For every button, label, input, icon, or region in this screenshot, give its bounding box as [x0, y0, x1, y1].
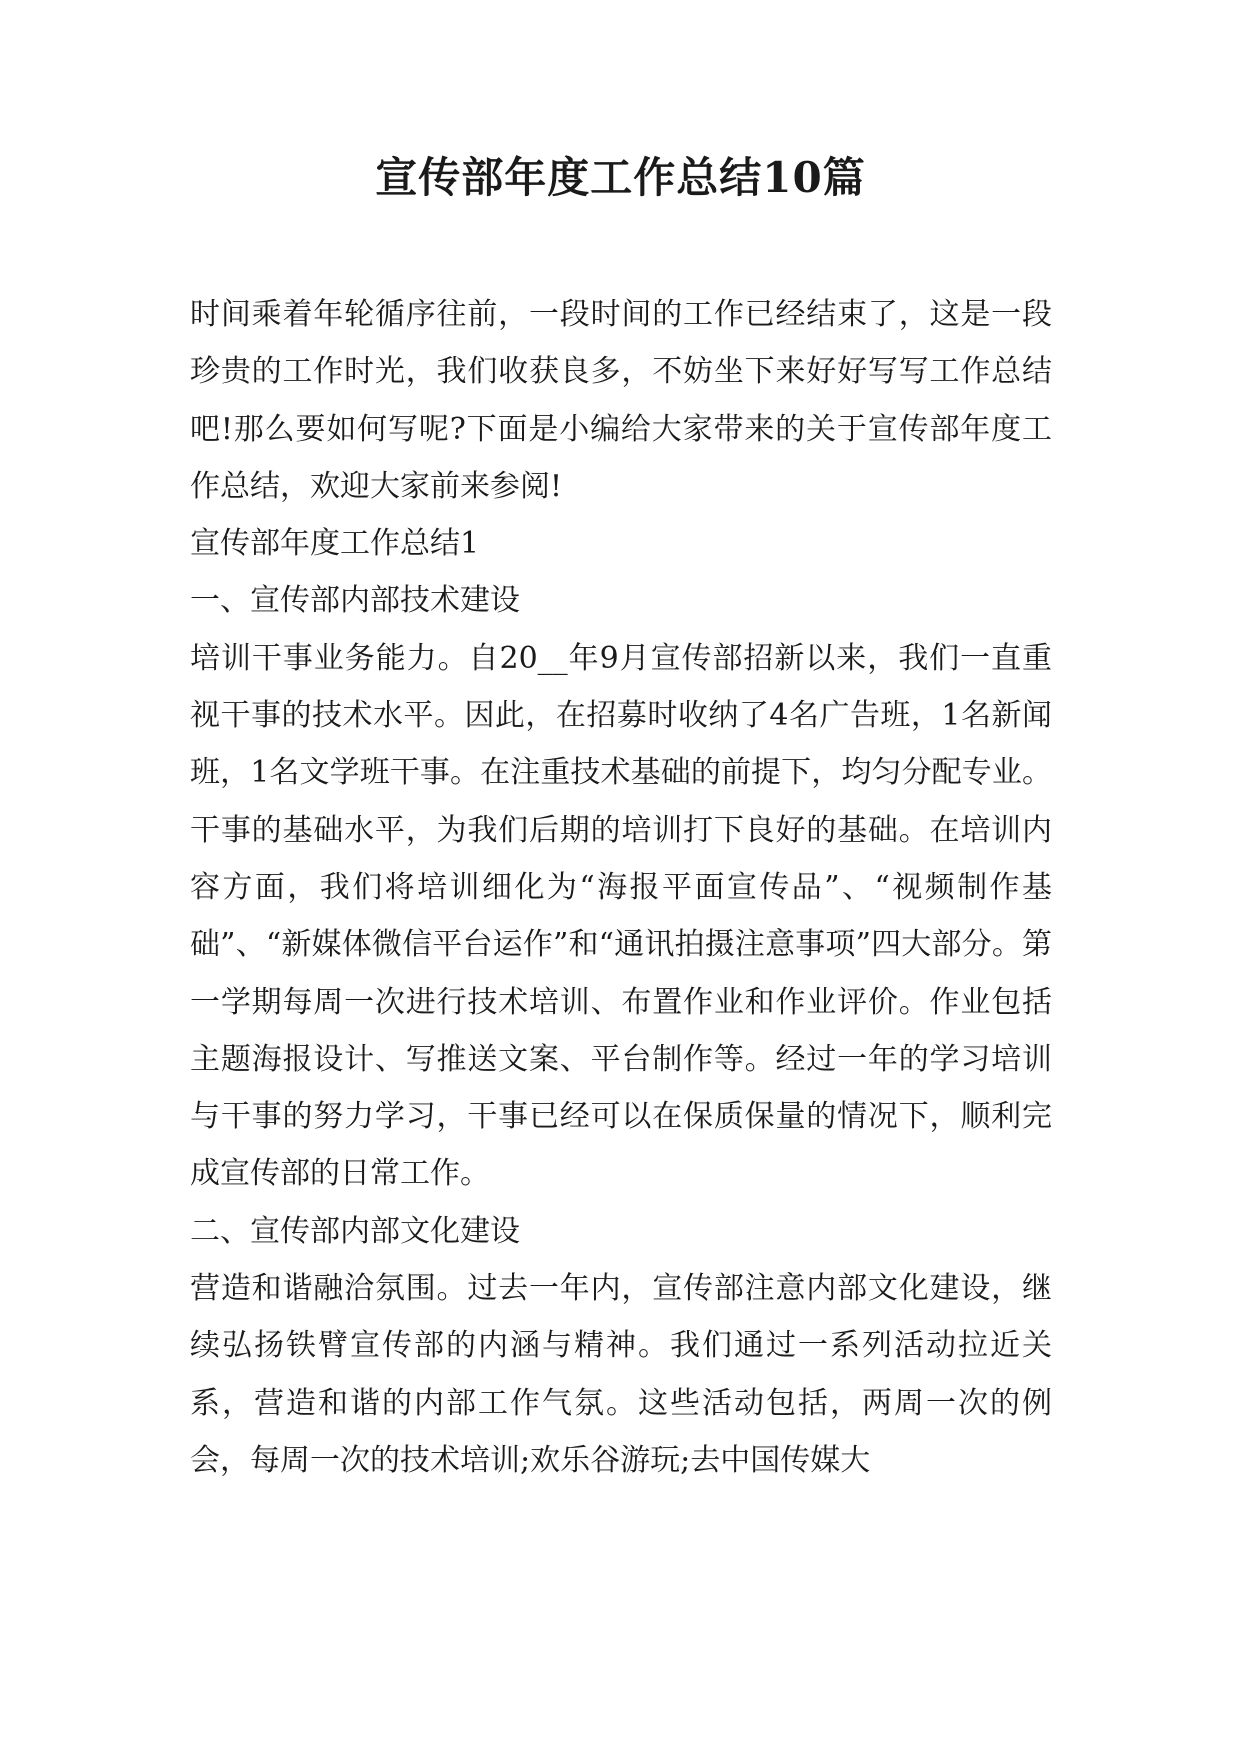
body-paragraph: 培训干事业务能力。自20__年9月宣传部招新以来，我们一直重视干事的技术水平。因此，在招募时收纳了4名广告班，1名新闻班，1名文学班干事。在注重技术基础的前提下，均匀分配专业。干事的基础水平，为我们后期的培训打下良好的基础。在培训内容方面，我们将培训细化为“海报平面宣传品”、“视频制作基础”、“新媒体微信平台运作”和“通讯拍摄注意事项”四大部分。第一学期每周一次进行技术培训、布置作业和作业评价。作业包括主题海报设计、写推送文案、平台制作等。经过一年的学习培训与干事的努力学习，干事已经可以在保质保量的情况下，顺利完成宣传部的日常工作。 [190, 640, 1052, 1192]
section-heading: 宣传部年度工作总结1 [190, 526, 480, 562]
document-title: 宣传部年度工作总结10篇 [375, 153, 866, 202]
intro-paragraph: 时间乘着年轮循序往前，一段时间的工作已经结束了，这是一段珍贵的工作时光，我们收获良多，不妨坐下来好好写写工作总结吧!那么要如何写呢?下面是小编给大家带来的关于宣传部年度工作总结，欢迎大家前来参阅! [190, 297, 1052, 504]
document-body [190, 286, 1052, 1489]
subsection-heading: 一、宣传部内部技术建设 [190, 583, 520, 619]
body-paragraph: 营造和谐融洽氛围。过去一年内，宣传部注意内部文化建设，继续弘扬铁臂宣传部的内涵与精神。我们通过一系列活动拉近关系，营造和谐的内部工作气氛。这些活动包括，两周一次的例会，每周一次的技术培训;欢乐谷游玩;去中国传媒大 [190, 1271, 1052, 1478]
subsection-heading: 二、宣传部内部文化建设 [190, 1213, 520, 1249]
